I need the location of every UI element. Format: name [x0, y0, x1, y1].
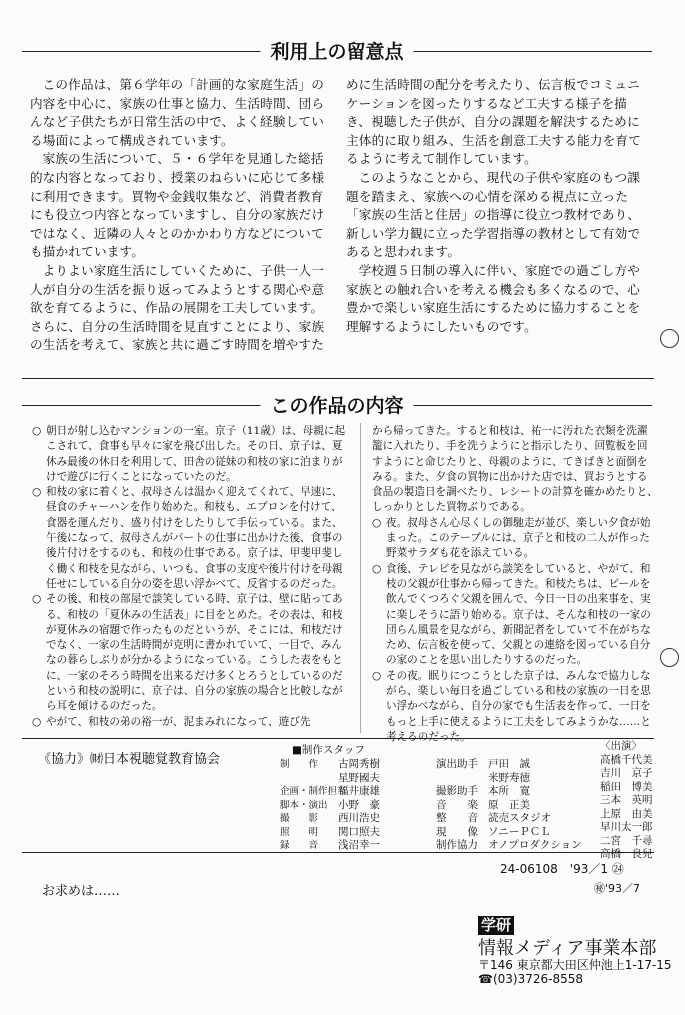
staff-row [280, 772, 420, 786]
content-right-column [372, 424, 658, 745]
usage-notes-left-column [30, 76, 328, 355]
cast-name: 早川太一郎 [600, 821, 653, 833]
synopsis-text: その夜。眠りにつこうとした京子は、みんなで協力しながら、楽しい毎日を過ごしている和枝の家族の一日を思い浮かべながら、自分の家でも生活表を作って、一日をもっと上手に使えるように工夫をしてみようかな……と考えるのだった。 [386, 669, 651, 743]
staff-role: 撮影助手 [436, 785, 478, 797]
cast-name: 高橋 良兒 [600, 848, 653, 860]
synopsis-continuation: から帰ってきた。すると和枝は、祐一に汚れた衣類を洗濯籠に入れたり、手を洗うようにと指示したり、回覧板を回すようにと命じたりと、母親のように、てきぱきと面倒をみる。また、夕食の買物に出かけた店では、買おうとする食品の製造日を調べたり、レシートの計算を確かめたりと、しっかりとした買物ぶりである。 [372, 425, 658, 514]
synopsis-text: 食後、テレビを見ながら談笑をしていると、やがて、和枝の父親が仕事から帰ってきた。和枝たちは、ビールを飲んでくつろぐ父親を囲んで、今日一日の出来事を、実に楽しそうに語り始める。京子は、そんな和枝の一家の団らん風景を見ながら、新聞記者をしていて不在がちなため、伝言板を使って、父親との連絡を図っている自分の家のことを思い出したりするのだった。 [386, 562, 651, 667]
cast-heading: 〈出演〉 [600, 740, 642, 752]
synopsis-item [372, 669, 658, 745]
bullet-circle-icon: ○ [372, 562, 382, 575]
staff-column-2 [436, 758, 596, 853]
staff-role: 整 音 [436, 812, 478, 824]
staff-row [436, 799, 596, 813]
bullet-circle-icon: ○ [32, 425, 42, 437]
cast-name: 三本 英明 [600, 794, 653, 806]
section-header-content [22, 390, 652, 420]
synopsis-item [32, 592, 350, 714]
staff-row [436, 812, 596, 826]
staff-name: 星野國夫 [338, 771, 380, 784]
paragraph: このようなことから、現代の子供や家庭のもつ課題を踏まえ、家族への心情を深める視点に立った「家族の生活と住居」の指導に役立つ教材であり、新しい学力観に立った学習指導の教材として有効であると思われます。 [346, 169, 641, 260]
staff-role: 現 像 [436, 825, 478, 838]
section-header-usage-notes [22, 36, 652, 66]
staff-row [436, 785, 596, 799]
cast-list [600, 740, 680, 862]
bullet-circle-icon: ○ [372, 516, 382, 529]
paragraph: よりよい家庭生活にしていくために、子供一人一人が自分の生活を振り返ってみようとする関心や意欲を育てるように、作品の展開を工夫しています。さらに、自分の生活時間を見直すことにより、家族の生活を考えて、家族と共に過ごす時間を増やすた [30, 262, 325, 353]
paragraph: 学校週５日制の導入に伴い、家庭での過ごし方や家族との触れ合いを考える機会も多くなるので、心豊かで楽しい家庭生活にするために協力することを理解するようにしたいものです。 [346, 262, 641, 334]
paragraph: 家族の生活について、５・６学年を見通した総括的な内容となっており、授業のねらいに応じて多様に利用できます。買物や金銭収集など、消費者教育にも役立つ内容となっていますし、自分の家族だけではなく、近隣の人々とのかかわり方などについても描かれています。 [30, 151, 325, 260]
section-divider [22, 738, 654, 739]
order-label: お求めは…… [42, 884, 121, 899]
binder-hole-icon [660, 648, 679, 667]
staff-row [280, 826, 420, 840]
staff-role: 制 作 [280, 759, 319, 770]
staff-row [436, 758, 596, 772]
production-staff [292, 744, 592, 758]
staff-name: 米野寿徳 [488, 771, 530, 784]
approval-mark: ㊙'93／7 [594, 882, 641, 895]
bullet-circle-icon: ○ [372, 669, 382, 682]
synopsis-text: 和枝の家に着くと、叔母さんは温かく迎えてくれて、早速に、昼食のチャーハンを作り始めた。和枝も、エプロンを付けて、食器を運んだり、盛り付けをしたりして手伝っている。また、午後になって、叔母さんがパートの仕事に出かけた後、食事の後片付けをするのも、和枝の仕事である。京子は、甲斐甲斐しく働く和枝を見ながら、いつも、食事の支度や後片付けを母親任せにしている自分の姿を思い浮かべて、反省するのだった。 [46, 486, 343, 590]
staff-name: 小野 豪 [338, 798, 380, 811]
staff-column-1 [280, 758, 420, 853]
staff-row [280, 839, 420, 853]
staff-name: 古岡秀樹 [338, 758, 380, 770]
usage-notes-right-column [346, 76, 650, 336]
cooperation-credit: 《協力》㈶日本視聴覚教育協会 [38, 752, 221, 767]
synopsis-text: 夜。叔母さん心尽くしの御馳走が並び、楽しい夕食が始まった。このテーブルには、京子と和枝の二人が作った野菜サラダも花を添えている。 [386, 516, 651, 560]
staff-name: ソニーＰＣＬ [488, 825, 551, 838]
staff-name: オノプロダクション [488, 839, 582, 851]
staff-role: 企画・制作担当 [280, 786, 347, 797]
catalog-number: 24-06108 '93／1 ㉔ [500, 862, 624, 876]
publisher-address: 〒146 東京都大田区仲池上1-17-15 [478, 958, 672, 972]
staff-row [280, 785, 420, 799]
staff-name: 関口照夫 [338, 825, 380, 838]
staff-role: 照 明 [280, 826, 319, 838]
cast-name: 二宮 千尋 [600, 834, 653, 847]
synopsis-item [32, 485, 350, 592]
gakken-logo: 学研 [478, 916, 514, 935]
staff-role: 音 楽 [436, 798, 478, 811]
synopsis-item [372, 562, 658, 669]
staff-name: 読売スタジオ [488, 812, 551, 824]
synopsis-text: 朝日が射し込むマンションの一室。京子（11歳）は、母親に起こされて、食事も早々に家を飛び出した。その日、京子は、夏休み最後の休日を利用して、田舎の従妹の和枝の家に泊まりがけで遊びに行くことになっていたのだ。 [46, 425, 346, 483]
staff-name: 西川浩史 [338, 812, 380, 824]
synopsis-item [372, 516, 658, 562]
staff-row [436, 839, 596, 853]
content-left-column [32, 424, 350, 730]
synopsis-text: やがて、和枝の弟の裕一が、泥まみれになって、遊び先 [46, 715, 311, 728]
staff-name: 浅沼幸一 [338, 839, 380, 851]
section-title: この作品の内容 [260, 391, 413, 418]
cast-name: 高橋千代美 [600, 753, 653, 766]
cast-name: 上原 由美 [600, 807, 653, 820]
staff-name: 戸田 誠 [488, 758, 530, 770]
publisher-phone: ☎(03)3726-8558 [478, 972, 583, 986]
section-divider [22, 378, 654, 379]
staff-role: 制作協力 [436, 839, 478, 851]
staff-row [436, 826, 596, 840]
staff-role: 録 音 [280, 840, 319, 851]
paragraph: この作品は、第６学年の「計画的な家庭生活」の内容を中心に、家族の仕事と協力、生活時間、団らんなど子供たちが日常生活の中で、よく経験している場面によって構成されています。 [30, 77, 325, 148]
bullet-circle-icon: ○ [32, 486, 42, 499]
staff-name: 本所 寛 [488, 785, 530, 797]
staff-row [280, 799, 420, 813]
staff-role: 演出助手 [436, 758, 478, 770]
staff-name: 福井康雄 [338, 785, 380, 797]
bullet-circle-icon: ○ [32, 593, 42, 606]
synopsis-item [32, 715, 350, 730]
staff-row [436, 772, 596, 786]
synopsis-item [32, 424, 350, 485]
staff-heading: ■制作スタッフ [292, 744, 365, 756]
staff-role: 脚本・演出 [280, 799, 328, 811]
cast-name: 稲田 博美 [600, 780, 653, 793]
staff-row [280, 758, 420, 772]
column-divider [360, 423, 361, 733]
cast-name: 吉川 京子 [600, 767, 653, 779]
staff-name: 原 正美 [488, 798, 530, 811]
publisher-logo [478, 915, 514, 935]
synopsis-text: その後、和枝の部屋で談笑している時、京子は、壁に貼ってある、和枝の「夏休みの生活表」に目をとめた。その表は、和枝が夏休みの宿題で作ったものだというが、そこには、和枝だけでなく、一家の生活時間が克明に書かれていて、一目で、みんなの暮らしぶりが分かるようになっている。こうした表をもとに、一家のそろう時間を出来るだけ多くとろうとしているのだという和枝の説明に、京子は、自分の家族の場合と比較しながら耳を傾けるのだった。 [46, 593, 343, 713]
section-title: 利用上の留意点 [260, 37, 413, 64]
binder-hole-icon [660, 329, 679, 348]
publisher-name: 情報メディア事業本部 [478, 938, 657, 959]
staff-role: 撮 影 [280, 813, 319, 824]
bullet-circle-icon: ○ [32, 715, 42, 728]
footer-divider [22, 852, 654, 853]
paragraph: めに生活時間の配分を考えたり、伝言板でコミュニケーションを図ったりするなど工夫する様子を描き、視聴した子供が、自分の課題を解決するために主体的に取り組み、生活を創意工夫する能力を育てるように考えて制作しています。 [346, 77, 642, 167]
staff-row [280, 812, 420, 826]
